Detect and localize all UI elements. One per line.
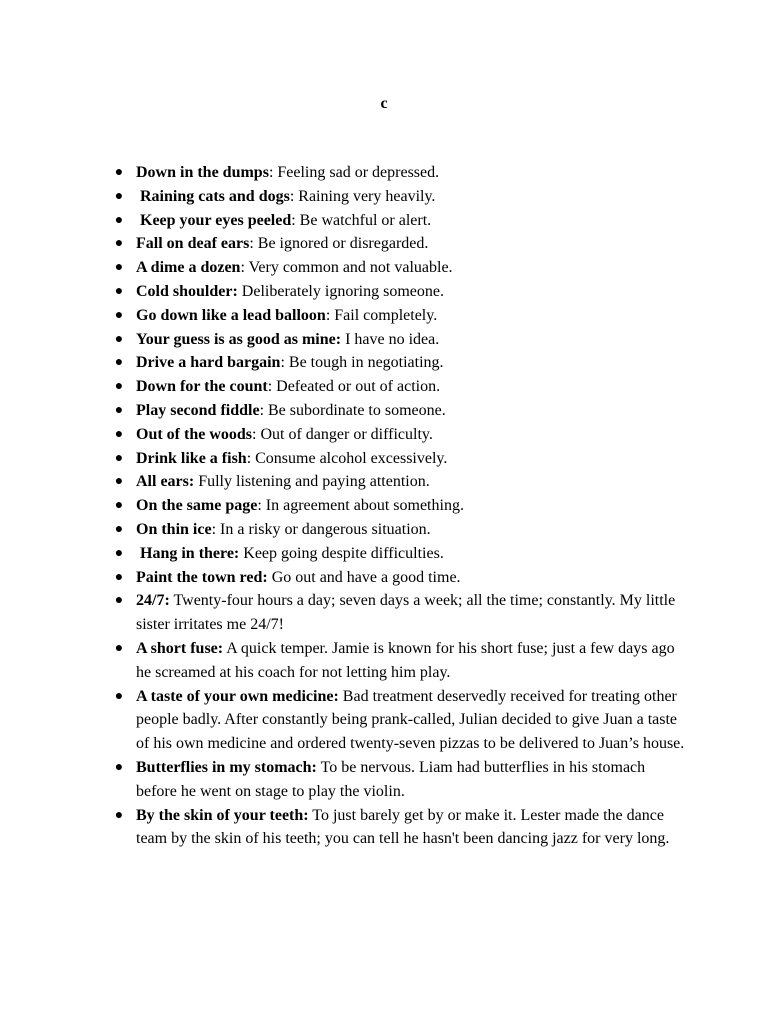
list-item — [106, 256, 686, 280]
idiom-term: On thin ice — [136, 520, 212, 538]
idiom-definition: To be nervous. Liam had butterflies in his stomach before he went on stage to play the violin. — [136, 758, 646, 800]
list-item — [106, 685, 686, 756]
idiom-term: A taste of your own medicine: — [136, 687, 339, 705]
list-item — [106, 232, 686, 256]
idiom-definition: : Be subordinate to someone. — [259, 401, 446, 419]
list-item — [106, 375, 686, 399]
bullet-icon: ● — [114, 640, 124, 656]
idiom-definition: To just barely get by or make it. Lester made the dance team by the skin of his teeth; you can tell he hasn't been dancing jazz for very long. — [136, 806, 670, 848]
list-item — [106, 542, 686, 566]
idiom-term: 24/7: — [136, 592, 170, 610]
idiom-term: Keep your eyes peeled — [136, 211, 292, 229]
bullet-icon: ● — [114, 498, 124, 514]
bullet-icon: ● — [114, 426, 124, 442]
bullet-icon: ● — [114, 569, 124, 585]
idiom-definition: : Raining very heavily. — [289, 187, 436, 205]
bullet-icon: ● — [114, 379, 124, 395]
list-item — [106, 470, 686, 494]
idiom-term: A dime a dozen — [136, 259, 241, 277]
bullet-icon: ● — [114, 474, 124, 490]
idiom-term: All ears: — [136, 473, 195, 491]
list-item — [106, 209, 686, 233]
idiom-definition: Keep going despite difficulties. — [239, 544, 444, 562]
list-item — [106, 589, 686, 637]
bullet-icon: ● — [114, 450, 124, 466]
idiom-definition: : Consume alcohol excessively. — [246, 449, 448, 467]
list-item — [106, 280, 686, 304]
idiom-term: Paint the town red: — [136, 568, 268, 586]
idiom-definition: : Out of danger or difficulty. — [252, 425, 433, 443]
bullet-icon: ● — [114, 688, 124, 704]
bullet-icon: ● — [114, 593, 124, 609]
idiom-term: Out of the woods — [136, 425, 253, 443]
idiom-definition: Twenty-four hours a day; seven days a week; all the time; constantly. My little sister irritates me 24/7! — [136, 592, 676, 634]
list-item — [106, 351, 686, 375]
idiom-definition: : In a risky or dangerous situation. — [211, 520, 431, 538]
idiom-definition: : Fail completely. — [325, 306, 438, 324]
bullet-icon: ● — [114, 307, 124, 323]
bullet-icon: ● — [114, 521, 124, 537]
idiom-definition: : Be ignored or disregarded. — [249, 235, 429, 253]
idiom-term: By the skin of your teeth: — [136, 806, 309, 824]
bullet-icon: ● — [114, 759, 124, 775]
idiom-definition: Bad treatment deservedly received for treating other people badly. After constantly being prank-called, Julian decided to give Juan a taste of his own medicine and ordered twenty-seven pizzas to be delivered to Juan’s house. — [136, 687, 685, 753]
idiom-term: Drink like a fish — [136, 449, 247, 467]
idiom-definition: : Defeated or out of action. — [267, 378, 441, 396]
idiom-list — [106, 161, 686, 851]
bullet-icon: ● — [114, 545, 124, 561]
bullet-icon: ● — [114, 260, 124, 276]
idiom-term: A short fuse: — [136, 639, 224, 657]
idiom-term: Butterflies in my stomach: — [136, 758, 317, 776]
idiom-term: Raining cats and dogs — [136, 187, 290, 205]
idiom-term: Go down like a lead balloon — [136, 306, 326, 324]
list-item — [106, 447, 686, 471]
idiom-definition: : Very common and not valuable. — [240, 259, 453, 277]
list-item — [106, 566, 686, 590]
list-item — [106, 494, 686, 518]
idiom-term: Play second fiddle — [136, 401, 260, 419]
page-title: c — [380, 95, 388, 112]
list-item — [106, 304, 686, 328]
idiom-term: Your guess is as good as mine: — [136, 330, 342, 348]
bullet-icon: ● — [114, 165, 124, 180]
idiom-term: Down in the dumps — [136, 164, 269, 181]
list-item — [106, 185, 686, 209]
idiom-term: Fall on deaf ears — [136, 235, 250, 253]
idiom-definition: I have no idea. — [341, 330, 440, 348]
bullet-icon: ● — [114, 331, 124, 347]
list-item — [106, 161, 686, 185]
bullet-icon: ● — [114, 212, 124, 228]
idiom-term: On the same page — [136, 497, 258, 515]
idiom-definition: : Feeling sad or depressed. — [268, 164, 440, 181]
bullet-icon: ● — [114, 283, 124, 299]
idiom-definition: Deliberately ignoring someone. — [237, 282, 444, 300]
bullet-icon: ● — [114, 807, 124, 823]
idiom-term: Hang in there: — [136, 544, 240, 562]
idiom-definition: Fully listening and paying attention. — [194, 473, 430, 491]
bullet-icon: ● — [114, 188, 124, 204]
list-item — [106, 637, 686, 685]
idiom-definition: : Be watchful or alert. — [291, 211, 432, 229]
list-item — [106, 518, 686, 542]
list-item — [106, 423, 686, 447]
list-item — [106, 399, 686, 423]
idiom-term: Cold shoulder: — [136, 282, 238, 300]
idiom-definition: : In agreement about something. — [257, 497, 464, 515]
bullet-icon: ● — [114, 402, 124, 418]
idiom-definition: Go out and have a good time. — [267, 568, 461, 586]
bullet-icon: ● — [114, 236, 124, 252]
bullet-icon: ● — [114, 355, 124, 371]
idiom-definition: A quick temper. Jamie is known for his short fuse; just a few days ago he screamed at his coach for not letting him play. — [136, 639, 675, 681]
idiom-definition: : Be tough in negotiating. — [280, 354, 444, 372]
list-item — [106, 804, 686, 852]
list-item — [106, 756, 686, 804]
idiom-term: Drive a hard bargain — [136, 354, 281, 372]
idiom-term: Down for the count — [136, 378, 268, 396]
list-item — [106, 328, 686, 352]
